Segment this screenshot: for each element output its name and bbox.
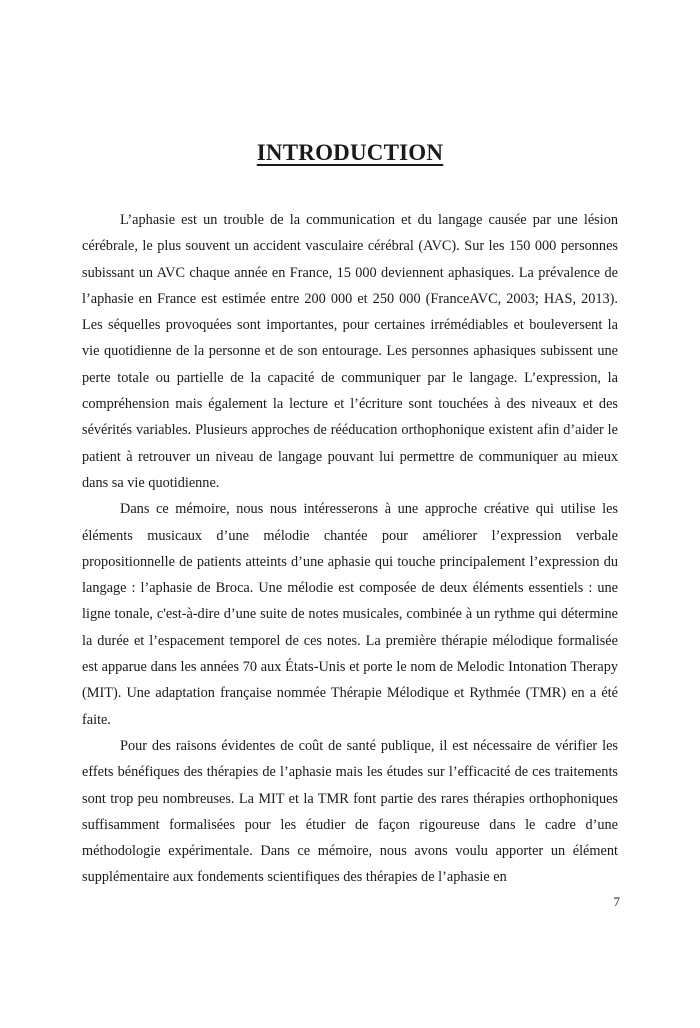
page-number: 7 [613, 894, 620, 909]
paragraph-1: L’aphasie est un trouble de la communication et du langage causée par une lésion cérébrale, le plus souvent un accident vasculaire cérébral (AVC). Sur les 150 000 personnes subissant un AVC chaque année en France, 15 000 deviennent aphasiques. La prévalence de l’aphasie en France est estimée entre 200 000 et 250 000 (FranceAVC, 2003; HAS, 2013). Les séquelles provoquées sont importantes, pour certaines irrémédiables et bouleversent la vie quotidienne de la personne et de son entourage. Les personnes aphasiques subissent une perte totale ou partielle de la capacité de communiquer par le langage. L’expression, la compréhension mais également la lecture et l’écriture sont touchées à des niveaux et des sévérités variables. Plusieurs approches de rééducation orthophonique existent afin d’aider le patient à retrouver un niveau de langage pouvant lui permettre de communiquer au mieux dans sa vie quotidienne. [82, 212, 618, 491]
page-title: INTRODUCTION [256, 140, 444, 165]
paragraph-3: Pour des raisons évidentes de coût de santé publique, il est nécessaire de vérifier les effets bénéfiques des thérapies de l’aphasie mais les études sur l’efficacité de ces traitements sont trop peu nombreuses. La MIT et la TMR font partie des rares thérapies orthophoniques suffisamment formalisées pour les étudier de façon rigoureuse dans le cadre d’une méthodologie expérimentale. Dans ce mémoire, nous avons voulu apporter un élément supplémentaire aux fondements scientifiques des thérapies de l’aphasie en [82, 737, 618, 886]
body-text [82, 207, 618, 891]
paragraph-2: Dans ce mémoire, nous nous intéresserons à une approche créative qui utilise les éléments musicaux d’une mélodie chantée pour améliorer l’expression verbale propositionnelle de patients atteints d’une aphasie qui touche principalement l’expression du langage : l’aphasie de Broca. Une mélodie est composée de deux éléments essentiels : une ligne tonale, c'est-à-dire d’une suite de notes musicales, combinée à un rythme qui détermine la durée et l’espacement temporel de ces notes. La première thérapie mélodique formalisée est apparue dans les années 70 aux États-Unis et porte le nom de Melodic Intonation Therapy (MIT). Une adaptation française nommée Thérapie Mélodique et Rythmée (TMR) en a été faite. [82, 501, 618, 728]
